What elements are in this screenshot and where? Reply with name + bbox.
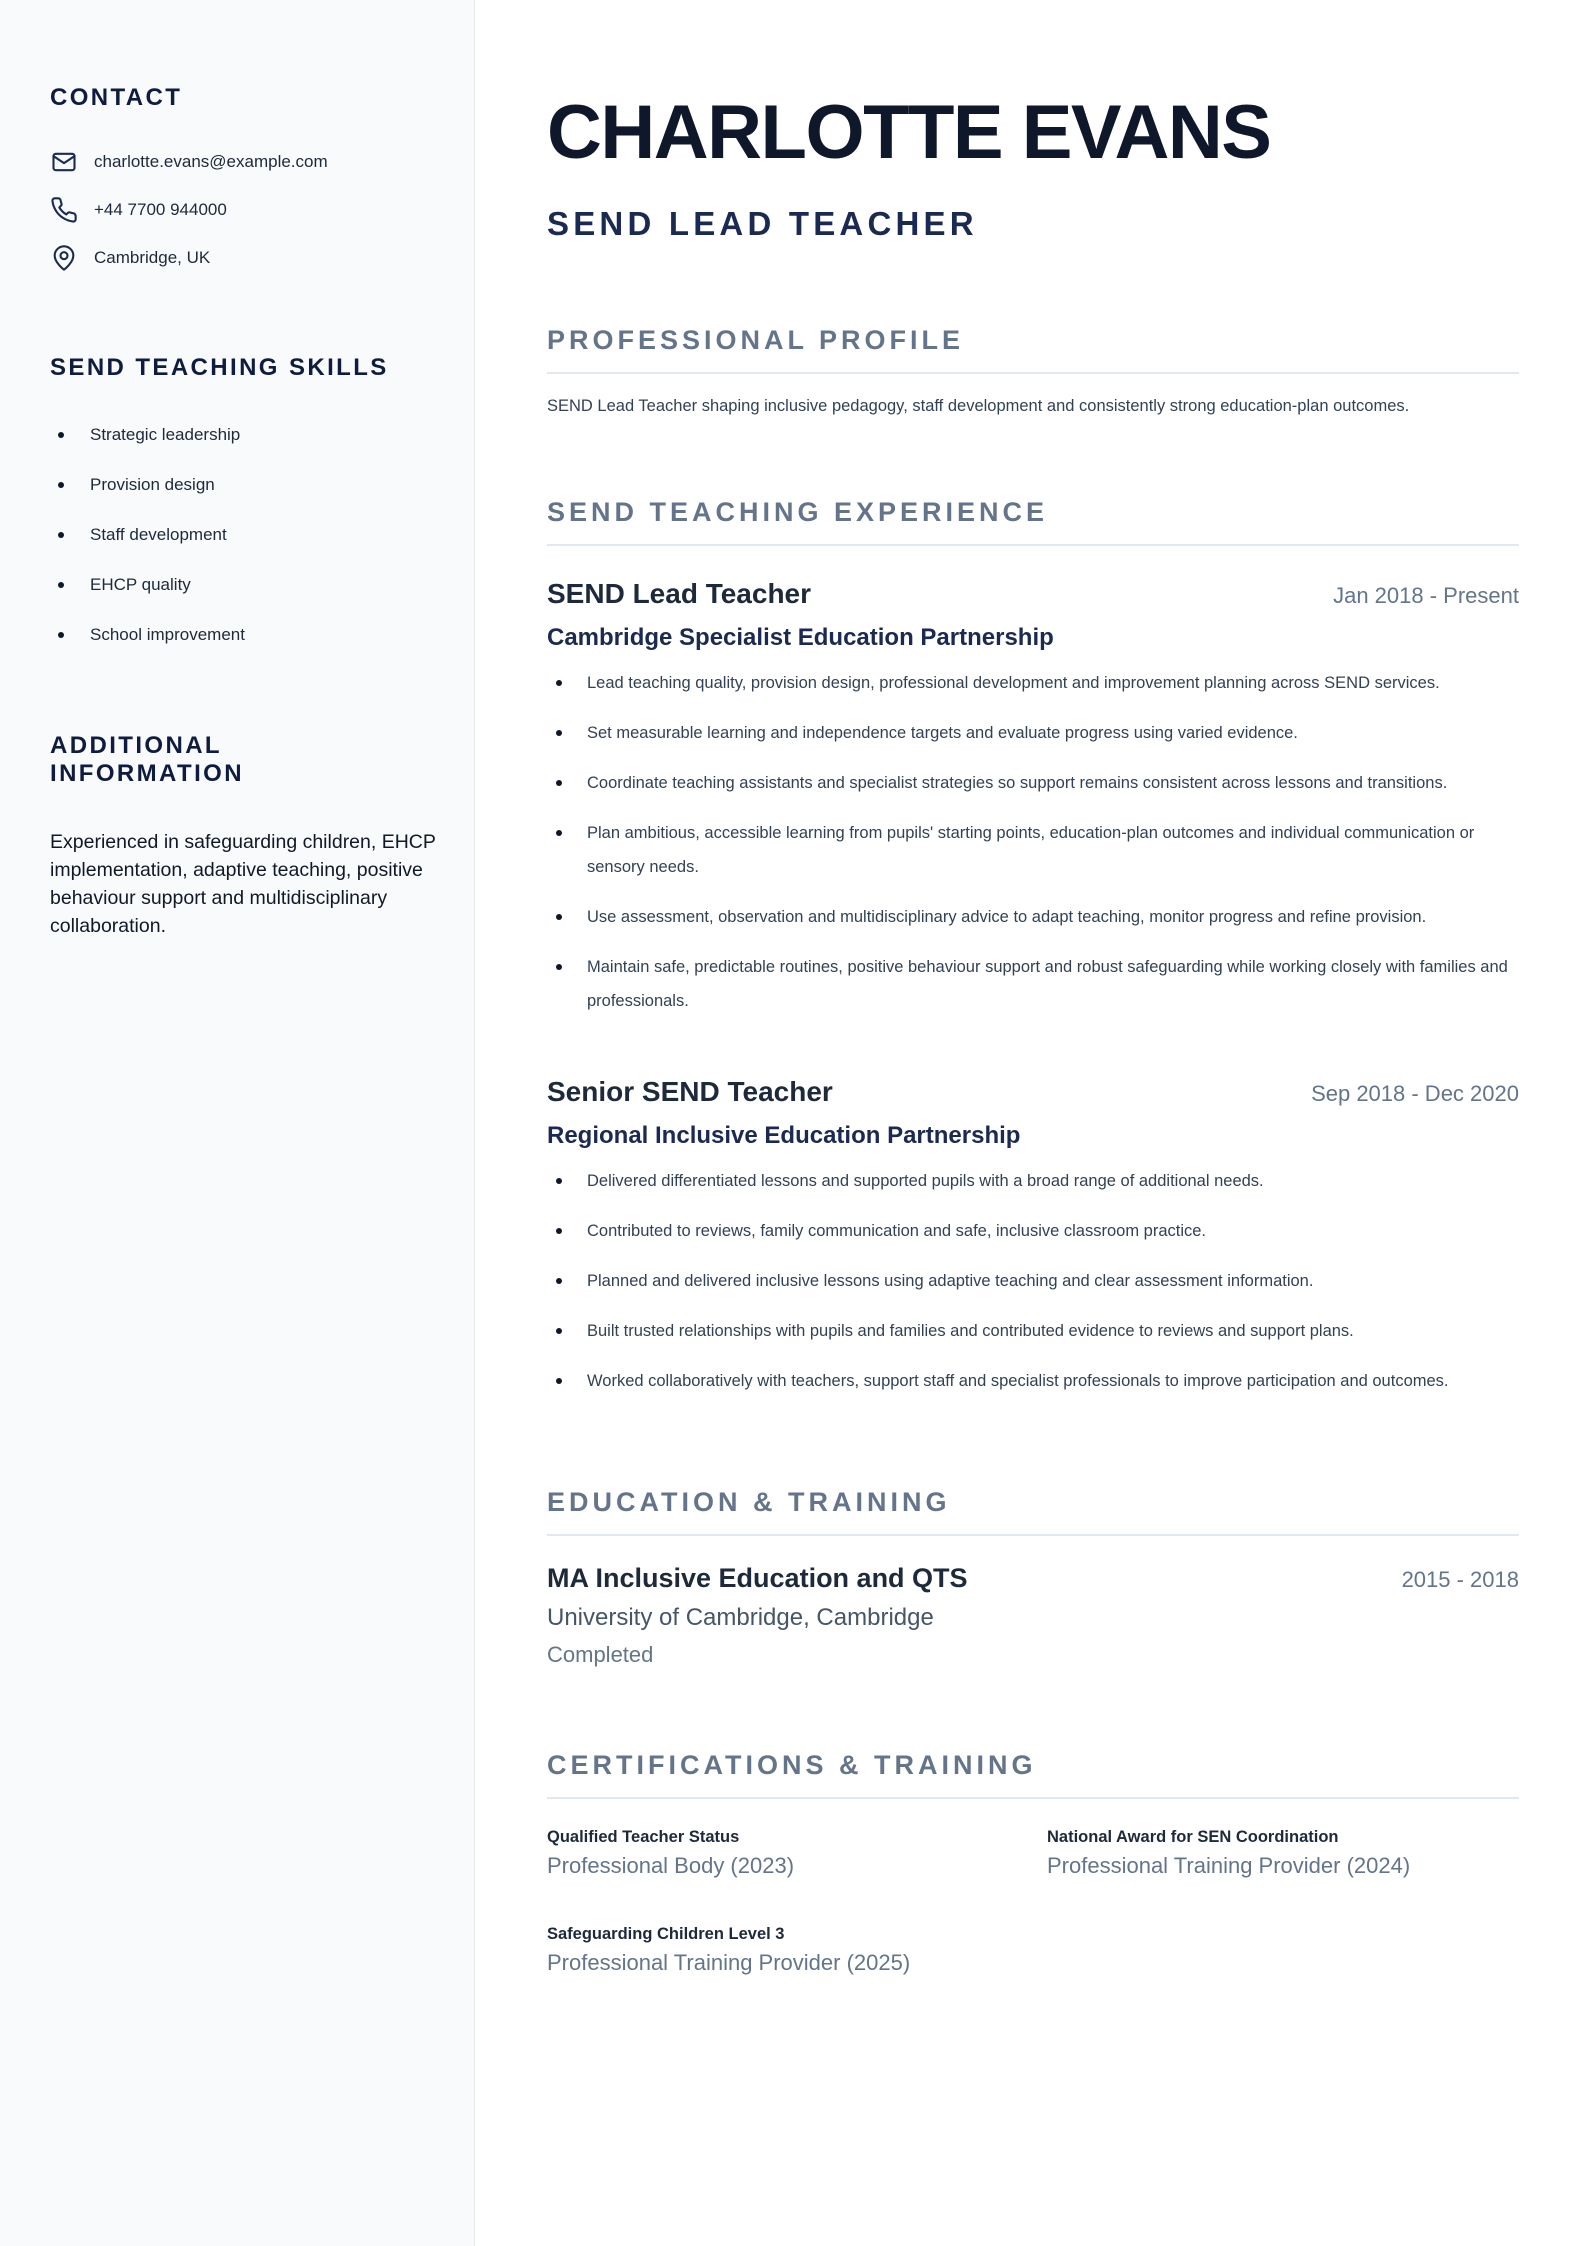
job-bullet: Delivered differentiated lessons and supported pupils with a broad range of additional needs. <box>547 1164 1519 1198</box>
certification-name: Safeguarding Children Level 3 <box>547 1925 785 1943</box>
certifications-grid <box>547 1828 1519 1976</box>
job-bullet: Planned and delivered inclusive lessons using adaptive teaching and clear assessment information. <box>547 1264 1519 1298</box>
job-bullets <box>547 1164 1519 1398</box>
phone-text[interactable]: +44 7700 944000 <box>94 200 227 219</box>
education-heading: EDUCATION & TRAINING <box>547 1487 1519 1536</box>
job-title: SEND Lead Teacher <box>547 578 812 609</box>
profile-heading: PROFESSIONAL PROFILE <box>547 325 1519 374</box>
job-dates: Sep 2018 - Dec 2020 <box>1311 1081 1519 1106</box>
phone-icon <box>50 196 78 224</box>
job-organization: Regional Inclusive Education Partnership <box>547 1122 1021 1149</box>
job-bullet: Built trusted relationships with pupils and families and contributed evidence to reviews and support plans. <box>547 1314 1519 1348</box>
candidate-name: CHARLOTTE EVANS <box>547 90 1271 175</box>
skill-item: School improvement <box>50 610 424 660</box>
certification-item <box>1047 1828 1519 1879</box>
job-dates: Jan 2018 - Present <box>1333 583 1519 608</box>
contact-heading: CONTACT <box>50 84 183 111</box>
job-bullet: Maintain safe, predictable routines, positive behaviour support and robust safeguarding while working closely with families and professionals. <box>547 950 1519 1018</box>
experience-heading: SEND TEACHING EXPERIENCE <box>547 497 1519 546</box>
certification-issuer: Professional Training Provider (2025) <box>547 1950 911 1975</box>
skills-heading: SEND TEACHING SKILLS <box>50 354 389 381</box>
mail-icon <box>50 148 78 176</box>
contact-email <box>50 138 424 186</box>
skills-list <box>50 410 424 660</box>
skill-item: EHCP quality <box>50 560 424 610</box>
additional-info-text: Experienced in safeguarding children, EHCP implementation, adaptive teaching, positive behaviour support and multidisciplinary collaboration. <box>50 831 436 937</box>
email-text[interactable]: charlotte.evans@example.com <box>94 152 328 171</box>
skill-item: Provision design <box>50 460 424 510</box>
contact-phone <box>50 186 424 234</box>
education-entry <box>547 1563 1519 1668</box>
location-pin-icon <box>50 244 78 272</box>
education-dates: 2015 - 2018 <box>1401 1567 1519 1592</box>
certification-name: Qualified Teacher Status <box>547 1828 740 1846</box>
education-degree: MA Inclusive Education and QTS <box>547 1563 968 1593</box>
certification-issuer: Professional Body (2023) <box>547 1853 795 1878</box>
profile-text: SEND Lead Teacher shaping inclusive pedagogy, staff development and consistently strong education-plan outcomes. <box>547 397 1410 415</box>
job-bullet: Use assessment, observation and multidisciplinary advice to adapt teaching, monitor progress and refine provision. <box>547 900 1519 934</box>
additional-info-heading: ADDITIONAL INFORMATION <box>50 732 244 787</box>
job-entry <box>547 578 1519 1034</box>
job-bullet: Coordinate teaching assistants and specialist strategies so support remains consistent across lessons and transitions. <box>547 766 1519 800</box>
job-entry <box>547 1076 1519 1414</box>
certification-item <box>547 1828 1047 1879</box>
education-status: Completed <box>547 1642 654 1667</box>
certification-issuer: Professional Training Provider (2024) <box>1047 1853 1411 1878</box>
candidate-role: SEND LEAD TEACHER <box>547 205 978 242</box>
job-bullet: Set measurable learning and independence targets and evaluate progress using varied evidence. <box>547 716 1519 750</box>
skill-item: Staff development <box>50 510 424 560</box>
education-institution: University of Cambridge, Cambridge <box>547 1604 934 1631</box>
contact-location <box>50 234 424 282</box>
certification-item <box>547 1925 1047 1976</box>
job-bullet: Plan ambitious, accessible learning from pupils' starting points, education-plan outcomes and individual communication or sensory needs. <box>547 816 1519 884</box>
sidebar <box>0 0 475 2246</box>
job-title: Senior SEND Teacher <box>547 1076 833 1107</box>
contact-list <box>50 138 424 282</box>
location-text: Cambridge, UK <box>94 248 211 267</box>
certifications-heading: CERTIFICATIONS & TRAINING <box>547 1750 1519 1799</box>
job-bullets <box>547 666 1519 1018</box>
skill-item: Strategic leadership <box>50 410 424 460</box>
job-bullet: Worked collaboratively with teachers, support staff and specialist professionals to improve participation and outcomes. <box>547 1364 1519 1398</box>
job-bullet: Contributed to reviews, family communication and safe, inclusive classroom practice. <box>547 1214 1519 1248</box>
certification-name: National Award for SEN Coordination <box>1047 1828 1339 1846</box>
job-organization: Cambridge Specialist Education Partnership <box>547 624 1054 651</box>
job-bullet: Lead teaching quality, provision design, professional development and improvement planning across SEND services. <box>547 666 1519 700</box>
